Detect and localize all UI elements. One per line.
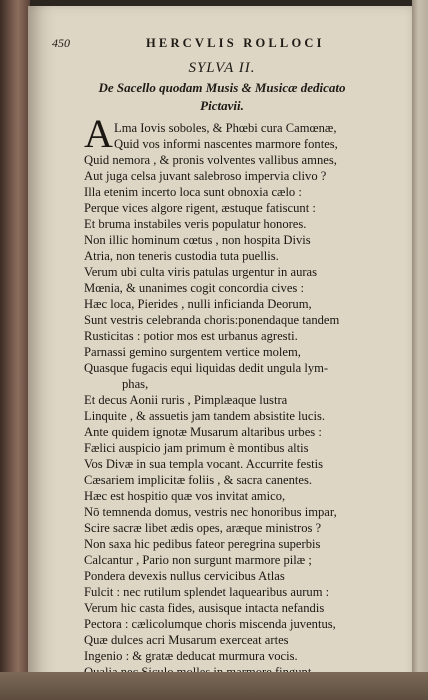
verse-line: Hæc est hospitio quæ vos invitat amico, xyxy=(84,489,286,503)
verse-line: Vos Divæ in sua templa vocant. Accurrite festis xyxy=(84,457,324,471)
verse-line: Perque vices algore rigent, æstuque fatiscunt : xyxy=(84,201,316,215)
verse-line: Non illic hominum cœtus , non hospita Divis xyxy=(84,233,311,247)
verse-line: Pondera devexis nullus cervicibus Atlas xyxy=(84,569,285,583)
book-page xyxy=(28,6,416,694)
verse-line: Hæc loca, Pierides , nulli inficianda Deorum, xyxy=(84,297,312,311)
verse-line: Sunt vestris celebranda choris:ponendaque tandem xyxy=(84,313,340,327)
verse-line: Cæsariem implicitæ foliis , & sacra canentes. xyxy=(84,473,313,487)
verse-line: Ante quidem ignotæ Musarum altaribus urbes : xyxy=(84,425,322,439)
verse-line: Quid nemora , & pronis volventes vallibus amnes, xyxy=(84,153,337,167)
verse-line: Fulcit : nec rutilum splendet laquearibus aurum : xyxy=(84,585,330,599)
verse-line: Rusticitas : potior mos est urbanus agresti. xyxy=(84,329,298,343)
verse-line: Illa etenim incerto loca sunt obnoxia cælo : xyxy=(84,185,302,199)
verse-line: Non saxa hic pedibus fateor peregrina superbis xyxy=(84,537,321,551)
book-bottom-edge xyxy=(0,672,428,700)
verse-line: Atria, non teneris custodia tuta puellis. xyxy=(84,249,279,263)
dedication-line: De Sacello quodam Musis & Musicæ dedicato xyxy=(98,80,346,95)
verse-line: Quæ dulces acri Musarum exerceat artes xyxy=(84,633,289,647)
adjacent-page-edge xyxy=(412,0,428,700)
verse-line: Aut juga celsa juvant salebroso impervia clivo ? xyxy=(84,169,327,183)
running-title: HERCVLIS ROLLOCI xyxy=(146,36,325,50)
verse-line: phas, xyxy=(122,377,149,391)
verse-line: Scire sacræ libet ædis opes, aræque ministros ? xyxy=(84,521,322,535)
verse-line: Linquite , & assuetis jam tandem absistite lucis. xyxy=(84,409,325,423)
verse-line: Et bruma instabiles veris populatur honores. xyxy=(84,217,307,231)
verse-line: Fælici auspicio jam primum è montibus altis xyxy=(84,441,309,455)
verse-line: Verum ubi culta viris patulas urgentur in auras xyxy=(84,265,318,279)
verse-line: Mœnia, & unanimes cogit concordia cives : xyxy=(84,281,304,295)
verse-line: Pectora : cælicolumque choris miscenda juventus, xyxy=(84,617,336,631)
drop-cap: A xyxy=(84,111,113,156)
verse-line: Calcantur , Pario non surgunt marmore pilæ ; xyxy=(84,553,312,567)
dedication-line: Pictavii. xyxy=(200,98,244,113)
verse-line: Lma Iovis soboles, & Phœbi cura Camœnæ, xyxy=(114,121,337,135)
book-gutter-edge xyxy=(0,0,30,700)
verse-line: Quasque fugacis equi liquidas dedit ungula lym- xyxy=(84,361,329,375)
verse-line: Ingenio : & gratæ deducat murmura vocis. xyxy=(84,649,298,663)
verse-line: Et decus Aonii ruris , Pimplæaque lustra xyxy=(84,393,288,407)
page-number: 450 xyxy=(52,36,70,50)
verse-line: Parnassi gemino surgentem vertice molem, xyxy=(84,345,301,359)
verse-line: Verum hic casta fides, ausisque intacta nefandis xyxy=(84,601,325,615)
verse-line: Quid vos informi nascentes marmore fontes, xyxy=(114,137,338,151)
verse-line: Nō temnenda domus, vestris nec honoribus impar, xyxy=(84,505,337,519)
section-title: SYLVA II. xyxy=(188,60,256,76)
running-head xyxy=(52,36,402,54)
